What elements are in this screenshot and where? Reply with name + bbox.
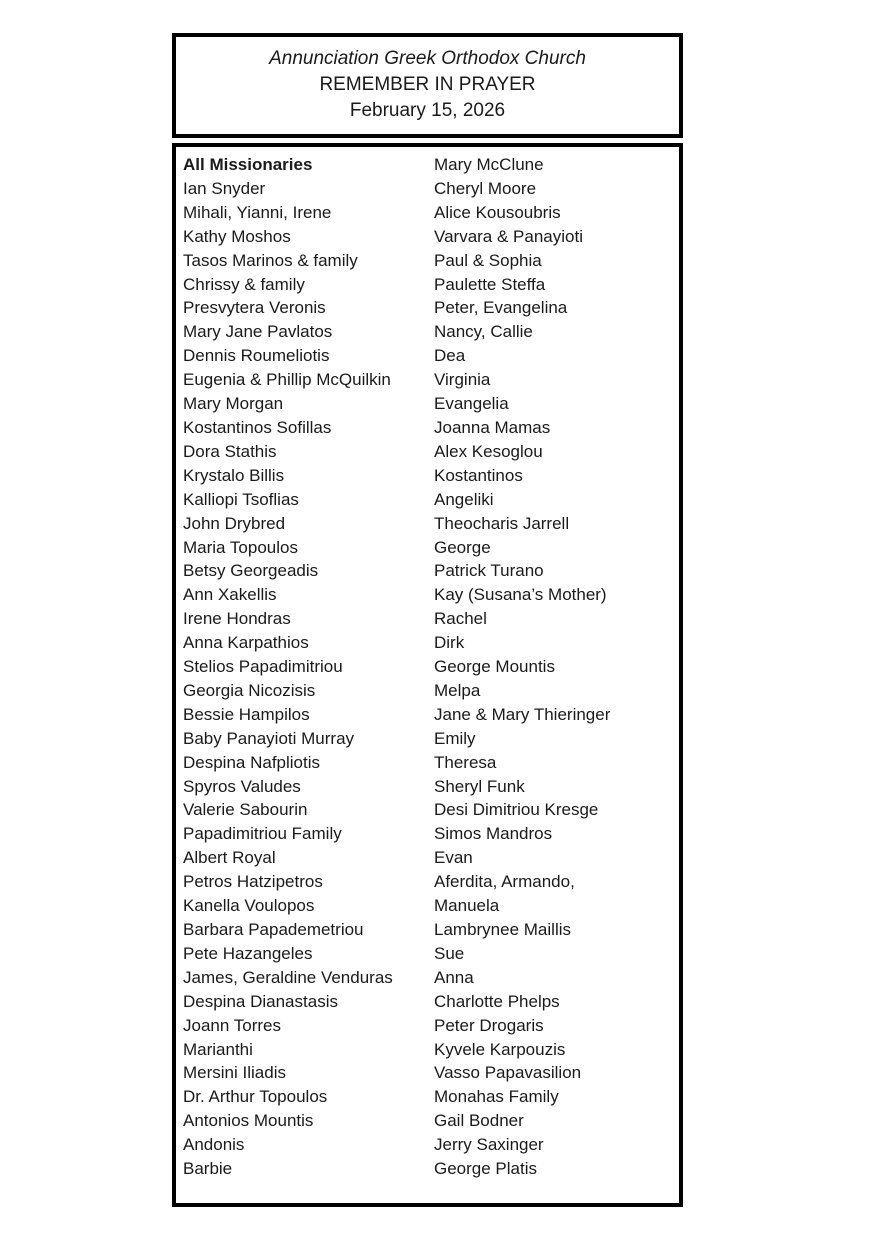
list-item: Dora Stathis (183, 441, 277, 461)
list-item: Anna Karpathios (183, 633, 309, 653)
list-item: Ian Snyder (183, 178, 266, 198)
list-item: Gail Bodner (434, 1111, 524, 1131)
list-item: Aferdita, Armando, (434, 872, 575, 892)
list-item: Patrick Turano (434, 561, 544, 581)
list-item: Jane & Mary Thieringer (434, 704, 611, 724)
list-item: Despina Nafpliotis (183, 752, 321, 772)
list-item: Theresa (434, 752, 497, 772)
list-item: John Drybred (183, 513, 286, 533)
list-item: George Mountis (434, 657, 555, 677)
list-item: Evan (434, 848, 473, 868)
list-item: Kanella Voulopos (183, 896, 315, 916)
list-item: Spyros Valudes (183, 776, 301, 796)
list-item: Pete Hazangeles (183, 943, 313, 963)
names-column-left (183, 153, 434, 1181)
list-item: Virginia (434, 370, 491, 390)
list-item: Emily (434, 728, 476, 748)
list-item: Tasos Marinos & family (183, 250, 358, 270)
list-item: Alex Kesoglou (434, 441, 543, 461)
list-item: Andonis (183, 1135, 245, 1155)
list-item: Mary McClune (434, 155, 544, 174)
list-item: Barbara Papademetriou (183, 920, 364, 939)
list-item: Mary Morgan (183, 394, 284, 414)
list-item: Paulette Steffa (434, 274, 546, 294)
list-item: All Missionaries (183, 155, 313, 174)
list-item: Charlotte Phelps (434, 991, 560, 1011)
list-item: George Platis (434, 1159, 537, 1179)
list-item: Irene Hondras (183, 609, 291, 629)
list-item: Kostantinos (434, 465, 523, 485)
list-item: Varvara & Panayioti (434, 226, 583, 246)
list-item: Angeliki (434, 489, 494, 509)
list-item: Betsy Georgeadis (183, 561, 319, 581)
list-item: Jerry Saxinger (434, 1135, 544, 1155)
list-item: Presvytera Veronis (183, 298, 326, 318)
list-item: Stelios Papadimitriou (183, 657, 343, 677)
list-item: Anna (434, 967, 474, 987)
list-item: Joann Torres (183, 1015, 281, 1035)
prayer-list-document (172, 33, 683, 1207)
list-item: Theocharis Jarrell (434, 513, 570, 533)
document-header (172, 33, 683, 138)
list-item: Vasso Papavasilion (434, 1063, 582, 1083)
list-item: Simos Mandros (434, 824, 553, 844)
list-item: Kay (Susana’s Mother) (434, 585, 607, 605)
list-item: Valerie Sabourin (183, 800, 308, 820)
list-item: George (434, 537, 491, 557)
list-item: Kyvele Karpouzis (434, 1039, 566, 1059)
list-item: Marianthi (183, 1039, 253, 1059)
list-item: Albert Royal (183, 848, 276, 868)
list-item: Baby Panayioti Murray (183, 728, 355, 748)
list-item: Nancy, Callie (434, 322, 533, 342)
list-item: Paul & Sophia (434, 250, 542, 270)
list-item: Krystalo Billis (183, 465, 285, 485)
list-item: Papadimitriou Family (183, 824, 342, 844)
names-list-container (172, 143, 683, 1207)
list-item: Petros Hatzipetros (183, 872, 323, 892)
list-item: Peter, Evangelina (434, 298, 568, 318)
list-item: Kalliopi Tsoflias (183, 489, 299, 509)
list-item: Peter Drogaris (434, 1015, 544, 1035)
names-column-right (434, 153, 675, 1181)
list-item: Barbie (183, 1159, 233, 1179)
list-item: Dirk (434, 633, 465, 653)
list-item: Desi Dimitriou Kresge (434, 800, 599, 820)
list-item: Monahas Family (434, 1087, 559, 1107)
list-item: Rachel (434, 609, 487, 629)
list-item: Despina Dianastasis (183, 991, 338, 1011)
list-item: Sue (434, 943, 465, 963)
list-item: Georgia Nicozisis (183, 680, 316, 700)
list-item: James, Geraldine Venduras (183, 967, 393, 987)
list-item: Alice Kousoubris (434, 202, 561, 222)
list-item: Lambrynee Maillis (434, 920, 571, 939)
list-item: Mihali, Yianni, Irene (183, 202, 332, 222)
church-name: Annunciation Greek Orthodox Church (269, 48, 586, 69)
list-item: Evangelia (434, 394, 509, 414)
list-item: Mersini Iliadis (183, 1063, 286, 1083)
document-date: February 15, 2026 (349, 100, 506, 121)
list-item: Bessie Hampilos (183, 704, 310, 724)
list-item: Antonios Mountis (183, 1111, 314, 1131)
list-item: Kostantinos Sofillas (183, 417, 332, 437)
list-item: Dennis Roumeliotis (183, 346, 330, 366)
list-item: Joanna Mamas (434, 417, 551, 437)
list-item: Sheryl Funk (434, 776, 525, 796)
list-item: Kathy Moshos (183, 226, 291, 246)
list-item: Chrissy & family (183, 274, 305, 294)
list-item: Cheryl Moore (434, 178, 537, 198)
document-title: REMEMBER IN PRAYER (319, 74, 536, 95)
list-item: Mary Jane Pavlatos (183, 322, 333, 342)
list-item: Dea (434, 346, 466, 366)
list-item: Eugenia & Phillip McQuilkin (183, 370, 391, 390)
list-item: Manuela (434, 896, 500, 916)
list-item: Dr. Arthur Topoulos (183, 1087, 328, 1107)
list-item: Ann Xakellis (183, 585, 277, 605)
list-item: Melpa (434, 680, 481, 700)
list-item: Maria Topoulos (183, 537, 298, 557)
